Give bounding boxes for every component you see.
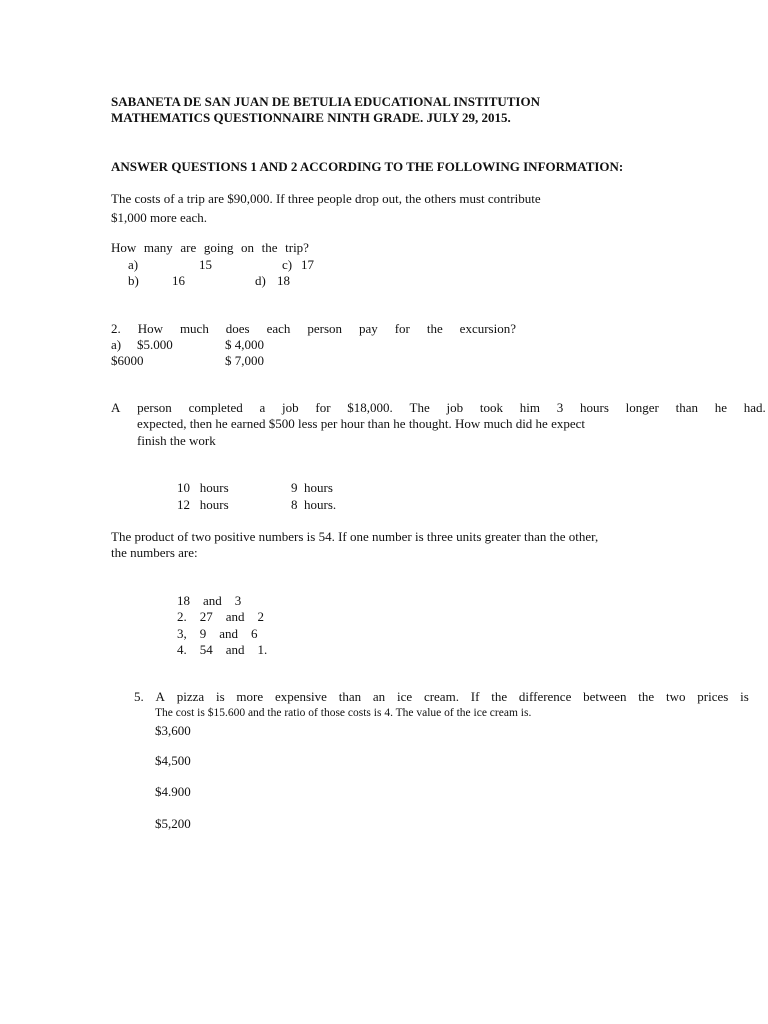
question-word: a — [259, 400, 266, 415]
question-word: 5. — [134, 689, 144, 704]
question-word: two — [665, 689, 686, 704]
question-word: is — [740, 689, 749, 704]
question-word: ice — [396, 689, 413, 704]
question-word: does — [225, 321, 250, 336]
question-2-text — [111, 321, 516, 337]
question-word: prices — [697, 689, 729, 704]
q3-option-4: 8 hours. — [291, 497, 337, 512]
q4-option-3: 3, 9 and 6 — [177, 626, 258, 641]
question-1-text — [111, 240, 309, 256]
question-word: many — [143, 240, 173, 255]
question-word: longer — [625, 400, 659, 415]
q1-option-a-value: 15 — [199, 257, 212, 272]
q3-option-2: 9 hours — [291, 480, 333, 495]
info-line-1: The costs of a trip are $90,000. If three people drop out, the others must contribute — [111, 191, 541, 206]
question-word: completed — [188, 400, 243, 415]
question-word: than — [675, 400, 698, 415]
info-line-2: $1,000 more each. — [111, 210, 208, 225]
question-word: job — [282, 400, 299, 415]
question-word: much — [179, 321, 209, 336]
q1-option-c-label: c) — [282, 257, 293, 272]
q2-option-a-value: $5.000 — [137, 337, 173, 352]
instruction: ANSWER QUESTIONS 1 AND 2 ACCORDING TO THE FOLLOWING INFORMATION: — [111, 159, 624, 174]
question-word: If — [470, 689, 480, 704]
question-word: $18,000. — [347, 400, 393, 415]
question-word: for — [394, 321, 410, 336]
question-word: hours — [580, 400, 609, 415]
q3-option-1: 10 hours — [177, 480, 229, 495]
question-word: each — [266, 321, 291, 336]
question-3-text — [111, 400, 766, 416]
question-word: going — [203, 240, 234, 255]
header-line-2: MATHEMATICS QUESTIONNAIRE NINTH GRADE. JULY 29, 2015. — [111, 110, 511, 125]
question-word: between — [583, 689, 627, 704]
question-word: the — [426, 321, 443, 336]
question-word: 3 — [556, 400, 564, 415]
question-word: him — [519, 400, 540, 415]
question-word: difference — [518, 689, 572, 704]
question-word: are — [180, 240, 197, 255]
question-word: person — [307, 321, 343, 336]
question-word: 2. — [111, 321, 121, 336]
q1-option-d-value: 18 — [277, 273, 290, 288]
question-word: job — [446, 400, 464, 415]
q5-option-1: $3,600 — [155, 723, 191, 738]
q1-option-b-label: b) — [128, 273, 139, 288]
question-word: had. — [743, 400, 766, 415]
question-3-line-2: expected, then he earned $500 less per hour than he thought. How much did he expect — [137, 416, 585, 431]
question-word: How — [111, 240, 137, 255]
question-3-line-3: finish the work — [137, 433, 216, 448]
question-word: expensive — [274, 689, 327, 704]
question-word: is — [215, 689, 225, 704]
question-5-line-2: The cost is $15.600 and the ratio of those costs is 4. The value of the ice cream is. — [155, 707, 532, 719]
q2-option-a-label: a) — [111, 337, 122, 352]
q1-option-b-value: 16 — [172, 273, 185, 288]
question-word: took — [479, 400, 504, 415]
q5-option-2: $4,500 — [155, 753, 191, 768]
question-word: more — [236, 689, 264, 704]
q2-option-2: $ 4,000 — [225, 337, 264, 352]
q4-option-1: 18 and 3 — [177, 593, 242, 608]
q3-option-3: 12 hours — [177, 497, 229, 512]
question-4-line-1: The product of two positive numbers is 54. If one number is three units greater than the other, — [111, 529, 599, 544]
question-word: pay — [358, 321, 378, 336]
question-5-text — [134, 689, 749, 705]
question-4-line-2: the numbers are: — [111, 545, 198, 560]
question-word: trip? — [285, 240, 309, 255]
question-word: cream. — [423, 689, 459, 704]
question-word: than — [338, 689, 362, 704]
question-word: excursion? — [459, 321, 516, 336]
q5-option-4: $5,200 — [155, 816, 191, 831]
question-word: pizza — [176, 689, 205, 704]
question-word: A — [155, 689, 165, 704]
q1-option-a-label: a) — [128, 257, 139, 272]
question-word: person — [137, 400, 172, 415]
q4-option-4: 4. 54 and 1. — [177, 642, 268, 657]
question-word: the — [638, 689, 655, 704]
question-word: A — [111, 400, 121, 415]
q1-option-c-value: 17 — [301, 257, 314, 272]
question-word: The — [409, 400, 430, 415]
question-word: an — [372, 689, 386, 704]
q2-option-3: $6000 — [111, 353, 144, 368]
question-word: How — [137, 321, 163, 336]
question-word: he — [714, 400, 728, 415]
q4-option-2: 2. 27 and 2 — [177, 609, 265, 624]
question-word: the — [261, 240, 278, 255]
q2-option-4: $ 7,000 — [225, 353, 264, 368]
question-word: on — [241, 240, 255, 255]
header-line-1: SABANETA DE SAN JUAN DE BETULIA EDUCATIONAL INSTITUTION — [111, 94, 540, 109]
question-word: the — [491, 689, 508, 704]
q1-option-d-label: d) — [255, 273, 266, 288]
q5-option-3: $4.900 — [155, 784, 191, 799]
question-word: for — [315, 400, 331, 415]
